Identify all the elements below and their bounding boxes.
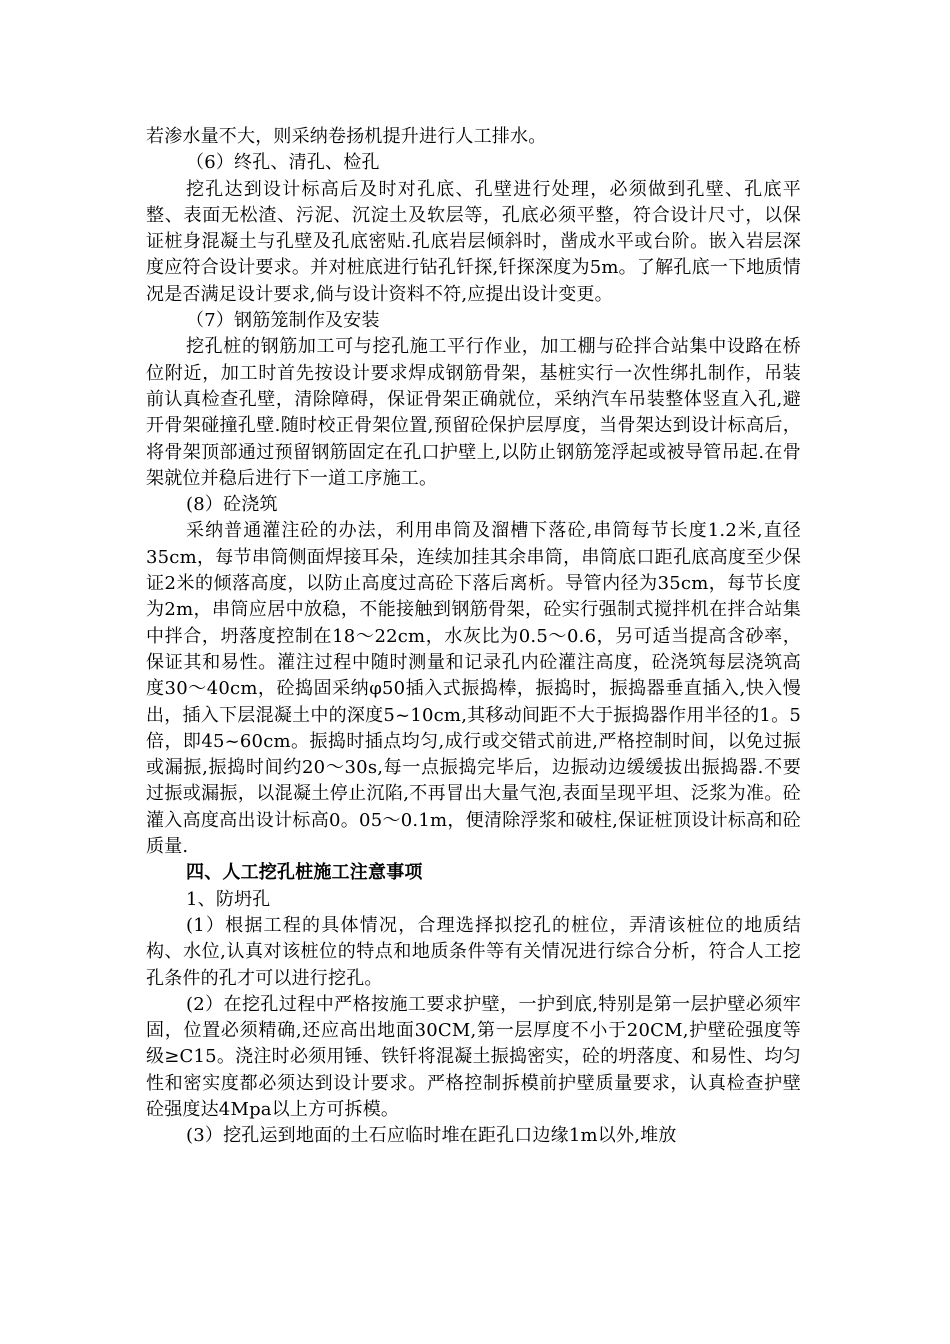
subheading-rebar-cage: （7）钢筋笼制作及安装 [186,310,380,332]
paragraph-concrete-pouring: 采纳普通灌注砼的办法，利用串筒及溜槽下落砼,串筒每节长度1.2米,直径35cm，每节串筒侧面焊接耳朵，连续加挂其余串筒，串筒底口距孔底高度至少保证2米的倾落高度，以防止高度过高砼下落后离析。导管内径为35cm，每节长度为2m，串筒应居中放稳，不能接触到钢筋骨架，砼实行强制式搅拌机在拌合站集中拌合，坍落度控制在18～22cm，水灰比为0.5～0.6，另可适当提高含砂率，保证其和易性。灌注过程中随时测量和记录孔内砼灌注高度，砼浇筑每层浇筑高度30～40cm，砼捣固采纳φ50插入式振捣棒，振捣时，振捣器垂直插入,快入慢出，插入下层混凝土中的深度5~10cm,其移动间距不大于振捣器作用半径的1。5倍，即45~60cm。振捣时插点均匀,成行或交错式前进,严格控制时间，以免过振或漏振,振捣时间约20～30s,每一点振捣完毕后，边振动边缓缓拔出振捣器.不要过振或漏振，以混凝土停止沉陷,不再冒出大量气泡,表面呈现平坦、泛浆为准。砼灌入高度高出设计标高0。05～0.1m，便清除浮浆和破柱,保证桩顶设计标高和砼质量. [146,520,801,858]
paragraph-drainage: 若渗水量不大，则采纳卷扬机提升进行人工排水。 [146,126,547,147]
paragraph-collapse-item-2: (2）在挖孔过程中严格按施工要求护壁，一护到底,特别是第一层护壁必须牢固，位置必须精确,还应高出地面30CM,第一层厚度不小于20CM,护壁砼强度等级≥C15。浇注时必须用锤、铁钎将混凝土振捣密实，砼的坍落度、和易性、均匀性和密实度都必须达到设计要求。严格控制拆模前护壁质量要求，认真检查护壁砼强度达4Mpa以上方可拆模。 [146,993,801,1120]
section-heading-precautions: 四、人工挖孔桩施工注意事项 [186,862,423,884]
subheading-final-hole: （6）终孔、清孔、检孔 [186,152,380,174]
subheading-concrete-pouring: (8）砼浇筑 [186,494,278,516]
subheading-prevent-collapse: 1、防坍孔 [186,888,271,910]
paragraph-final-hole: 挖孔达到设计标高后及时对孔底、孔壁进行处理，必须做到孔壁、孔底平整、表面无松渣、污泥、沉淀土及软层等，孔底必须平整，符合设计尺寸，以保证桩身混凝土与孔壁及孔底密贴.孔底岩层倾斜时，凿成水平或台阶。嵌入岩层深度应符合设计要求。并对桩底进行钻孔钎探,钎探深度为5m。了解孔底一下地质情况是否满足设计要求,倘与设计资料不符,应提出设计变更。 [146,178,801,305]
paragraph-collapse-item-1: (1）根据工程的具体情况，合理选择拟挖孔的桩位，弄清该桩位的地质结构、水位,认真对该桩位的特点和地质条件等有关情况进行综合分析，符合人工挖孔条件的孔才可以进行挖孔。 [146,914,801,989]
document-body [146,124,801,1150]
paragraph-collapse-item-3: (3）挖孔运到地面的土石应临时堆在距孔口边缘1m以外,堆放 [186,1125,677,1147]
paragraph-rebar-cage: 挖孔桩的钢筋加工可与挖孔施工平行作业，加工棚与砼拌合站集中设路在桥位附近，加工时首先按设计要求焊成钢筋骨架，基桩实行一次性绑扎制作，吊装前认真检查孔壁，清除障碍，保证骨架正确就位，采纳汽车吊装整体竖直入孔,避开骨架碰撞孔壁.随时校正骨架位置,预留砼保护层厚度，当骨架达到设计标高后，将骨架顶部通过预留钢筋固定在孔口护壁上,以防止钢筋笼浮起或被导管吊起.在骨架就位并稳后进行下一道工序施工。 [146,336,801,489]
